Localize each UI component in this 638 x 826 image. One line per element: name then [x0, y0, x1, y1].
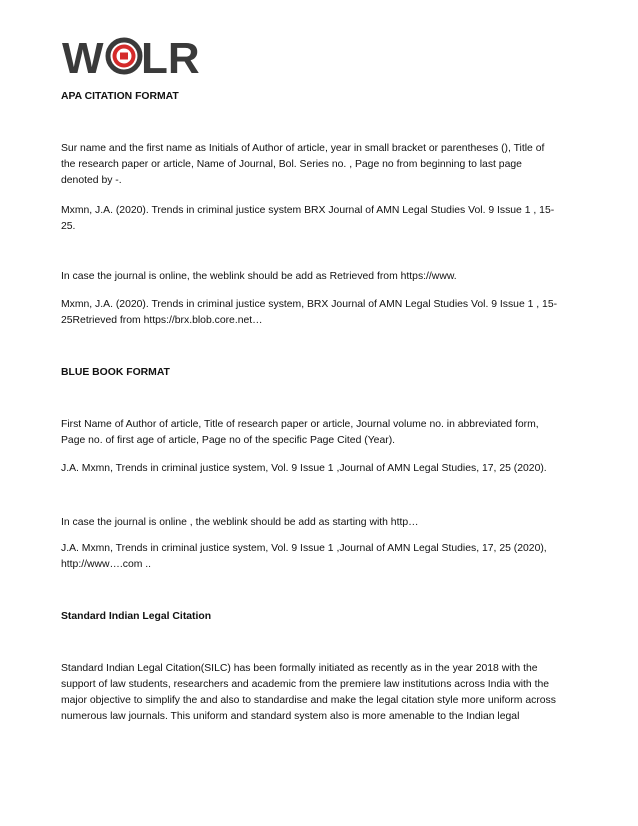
apa-online-example: Mxmn, J.A. (2020). Trends in criminal justice system, BRX Journal of AMN Legal Studies Vol. 9 Issue 1 , 15-25Retrieved from https://brx.blob.core.net…: [61, 299, 558, 326]
apa-example: Mxmn, J.A. (2020). Trends in criminal justice system BRX Journal of AMN Legal Studies Vol. 9 Issue 1 , 15-25.: [61, 205, 555, 232]
apa-description: Sur name and the first name as Initials of Author of article, year in small bracket or parentheses (), Title of the research paper or article, Name of Journal, Bol. Series no. , Page no from beginning to last page denoted by -.: [61, 143, 545, 186]
wolr-logo: [62, 34, 200, 83]
logo-letter-w: W: [62, 34, 104, 83]
bluebook-online-example: J.A. Mxmn, Trends in criminal justice system, Vol. 9 Issue 1 ,Journal of AMN Legal Studies, 17, 25 (2020), http://www….com ..: [61, 543, 547, 570]
apa-heading: APA CITATION FORMAT: [61, 91, 179, 102]
bluebook-online-note: In case the journal is online , the weblink should be add as starting with http…: [61, 517, 419, 528]
logo-emblem-icon: [108, 40, 140, 72]
silc-description: Standard Indian Legal Citation(SILC) has been formally initiated as recently as in the year 2018 with the support of law students, researchers and academic from the premiere law institutions across India with the major objective to simplify the and also to standardise and make the legal citation style more uniform across numerous law journals. This uniform and standard system also is more amenable to the Indian legal: [61, 663, 556, 722]
apa-online-note: In case the journal is online, the weblink should be add as Retrieved from https://www.: [61, 271, 457, 282]
bluebook-description: First Name of Author of article, Title of research paper or article, Journal volume no. in abbreviated form, Page no. of first age of article, Page no of the specific Page Cited (Year).: [61, 419, 539, 446]
logo-letters-lr: LR: [141, 34, 200, 83]
bluebook-example: J.A. Mxmn, Trends in criminal justice system, Vol. 9 Issue 1 ,Journal of AMN Legal Studies, 17, 25 (2020).: [61, 463, 547, 474]
silc-heading: Standard Indian Legal Citation: [61, 611, 212, 622]
bluebook-heading: BLUE BOOK FORMAT: [61, 367, 170, 378]
